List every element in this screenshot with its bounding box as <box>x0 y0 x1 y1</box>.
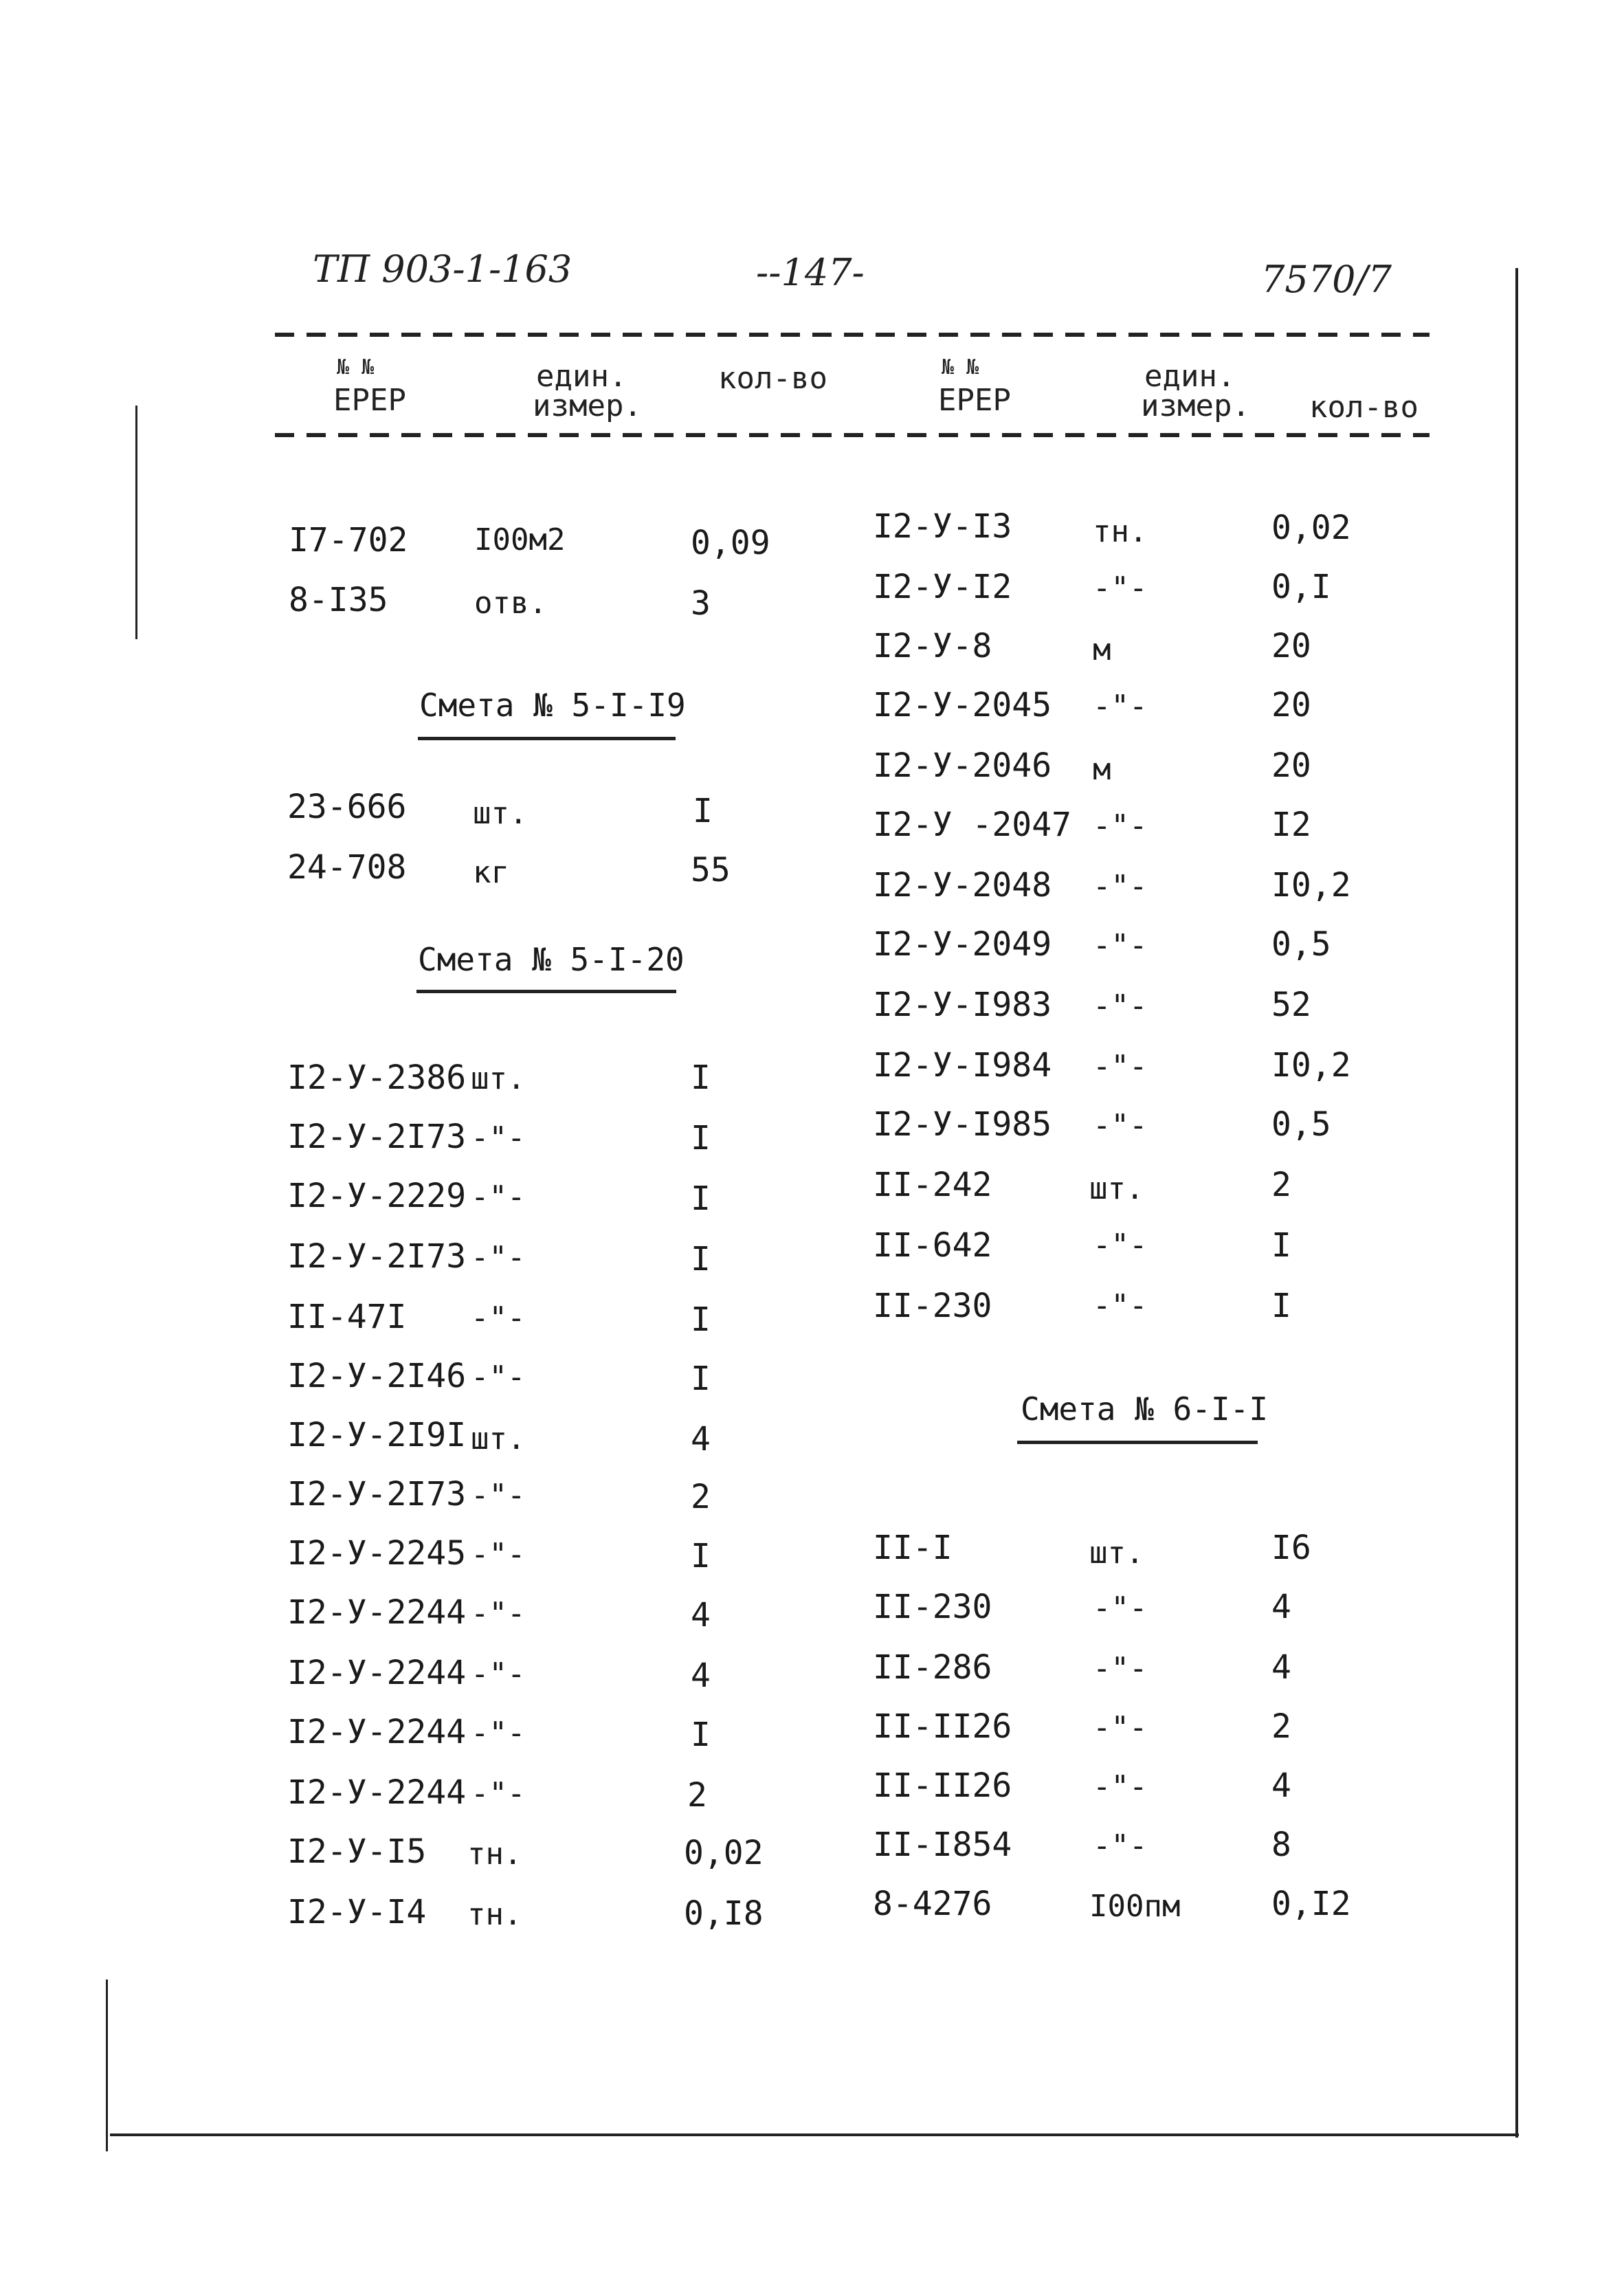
smeta-heading: Смета № 6-I-I <box>1021 1390 1269 1428</box>
table-row-qty: I <box>691 1716 711 1754</box>
table-row-qty: 4 <box>1271 1648 1291 1687</box>
smeta-heading: Смета № 5-I-20 <box>418 941 685 978</box>
table-row-unit: отв. <box>474 586 547 621</box>
bottom-border-line <box>110 2133 1519 2136</box>
table-row-qty: 0,5 <box>1271 925 1331 964</box>
table-row-unit: -"- <box>471 1300 526 1335</box>
table-row-qty: I <box>1271 1226 1291 1265</box>
table-row-code: I2-У-2I73 <box>287 1237 467 1276</box>
table-row-qty: 4 <box>1271 1766 1291 1805</box>
right-unit-label-1: един. <box>1144 359 1236 394</box>
table-row-qty: 20 <box>1271 627 1311 665</box>
page-number: --147- <box>756 251 865 294</box>
left-num-label-2: ЕРЕР <box>333 383 406 418</box>
smeta-underline <box>416 990 676 993</box>
table-row-qty: 2 <box>687 1776 707 1815</box>
left-margin-line-lower <box>106 1980 108 2151</box>
left-unit-label-1: един. <box>536 359 627 394</box>
table-row-code: I2-У-I5 <box>287 1832 427 1871</box>
table-row-unit: шт. <box>1089 1171 1144 1206</box>
table-row-unit: -"- <box>471 1120 526 1155</box>
table-row-unit: -"- <box>471 1478 526 1513</box>
table-row-code: II-242 <box>873 1166 992 1204</box>
table-row-qty: 2 <box>1271 1166 1291 1204</box>
table-row-qty: 0,02 <box>684 1834 764 1872</box>
table-row-unit: тн. <box>467 1837 522 1872</box>
table-row-qty: I0,2 <box>1271 1046 1351 1085</box>
table-row-unit: -"- <box>1093 1828 1148 1863</box>
table-row-unit: -"- <box>1093 1769 1148 1804</box>
table-row-unit: -"- <box>471 1537 526 1572</box>
smeta-underline <box>418 737 676 740</box>
table-row-code: I2-У-2I46 <box>287 1357 467 1395</box>
table-row-unit: I00м2 <box>474 522 566 557</box>
table-row-unit: -"- <box>471 1596 526 1631</box>
table-row-unit: I00пм <box>1089 1889 1181 1924</box>
table-row-unit: -"- <box>471 1240 526 1275</box>
table-row-qty: I <box>691 1360 711 1398</box>
left-num-label-1: № № <box>337 355 375 379</box>
table-row-qty: 0,I2 <box>1271 1885 1351 1923</box>
left-margin-line-upper <box>135 406 137 639</box>
table-row-qty: 0,02 <box>1271 509 1351 547</box>
table-row-unit: -"- <box>1093 1049 1148 1084</box>
table-row-qty: I <box>1271 1287 1291 1325</box>
table-row-unit: -"- <box>1093 988 1148 1023</box>
table-row-code: I2-У-2245 <box>287 1534 467 1573</box>
table-row-code: I2-У-2049 <box>873 925 1052 964</box>
table-row-unit: -"- <box>471 1360 526 1395</box>
table-row-unit: -"- <box>1093 808 1148 843</box>
table-row-unit: -"- <box>471 1776 526 1811</box>
table-row-code: I2-У-2I73 <box>287 1118 467 1156</box>
table-row-code: I2-У-I2 <box>873 568 1012 606</box>
table-row-unit: тн. <box>1093 514 1148 549</box>
table-row-qty: 4 <box>1271 1588 1291 1626</box>
table-row-code: II-642 <box>873 1226 992 1265</box>
table-row-code: 23-666 <box>287 788 407 826</box>
table-row-code: I2-У-I983 <box>873 986 1052 1024</box>
table-row-code: I2-У-I4 <box>287 1893 427 1931</box>
right-num-label-1: № № <box>942 355 979 379</box>
table-row-qty: I <box>691 1179 711 1218</box>
document-code: ТП 903-1-163 <box>313 247 572 291</box>
table-row-unit: -"- <box>1093 570 1148 606</box>
table-row-code: II-II26 <box>873 1707 1012 1746</box>
right-num-label-2: ЕРЕР <box>938 383 1011 418</box>
table-row-code: I2-У-2386 <box>287 1058 467 1097</box>
table-row-unit: -"- <box>471 1179 526 1215</box>
table-row-code: I2-У -2047 <box>873 806 1071 844</box>
table-row-code: I2-У-2045 <box>873 686 1052 724</box>
table-row-unit: -"- <box>1093 1108 1148 1143</box>
right-qty-label: кол-во <box>1309 390 1419 425</box>
table-row-code: I2-У-8 <box>873 627 992 665</box>
smeta-underline <box>1017 1441 1258 1444</box>
table-row-code: 8-I35 <box>289 581 388 619</box>
table-row-qty: I2 <box>1271 806 1311 844</box>
table-row-code: 24-708 <box>287 848 407 887</box>
right-margin-line <box>1515 268 1518 2138</box>
table-row-qty: I <box>691 1240 711 1278</box>
table-row-code: I2-У-2229 <box>287 1177 467 1215</box>
left-qty-label: кол-во <box>718 361 827 396</box>
table-row-qty: I6 <box>1271 1529 1311 1567</box>
table-row-unit: шт. <box>1089 1535 1144 1571</box>
table-row-qty: 0,09 <box>691 524 770 562</box>
table-row-qty: 2 <box>1271 1707 1291 1746</box>
table-row-qty: 20 <box>1271 686 1311 724</box>
table-row-unit: -"- <box>1093 1710 1148 1745</box>
table-row-unit: -"- <box>1093 1228 1148 1263</box>
table-row-code: I2-У-2244 <box>287 1773 467 1812</box>
table-row-code: I2-У-2I73 <box>287 1475 467 1514</box>
table-row-qty: I <box>691 1537 711 1575</box>
table-row-unit: шт. <box>473 796 528 831</box>
header-bottom-rule <box>275 433 1430 437</box>
table-row-code: II-230 <box>873 1287 992 1325</box>
table-row-code: II-II26 <box>873 1766 1012 1805</box>
table-row-unit: шт. <box>471 1421 526 1456</box>
table-row-code: I2-У-2046 <box>873 746 1052 785</box>
table-row-qty: I <box>693 792 713 830</box>
table-row-code: II-47I <box>287 1298 407 1336</box>
table-row-qty: I <box>691 1119 711 1157</box>
table-row-unit: -"- <box>1093 1590 1148 1626</box>
table-row-qty: 55 <box>691 851 731 889</box>
table-row-unit: -"- <box>1093 1651 1148 1686</box>
table-row-unit: кг <box>473 855 509 890</box>
table-row-qty: 0,I8 <box>684 1894 764 1933</box>
table-row-unit: -"- <box>1093 689 1148 724</box>
table-row-qty: 2 <box>691 1478 711 1516</box>
table-row-code: II-230 <box>873 1588 992 1626</box>
table-row-unit: -"- <box>471 1716 526 1751</box>
table-row-unit: тн. <box>467 1897 522 1932</box>
table-row-qty: 52 <box>1271 986 1311 1024</box>
table-row-qty: 0,I <box>1271 568 1331 606</box>
table-row-qty: I <box>691 1300 711 1339</box>
table-row-qty: I0,2 <box>1271 866 1351 905</box>
table-row-code: I2-У-I984 <box>873 1046 1052 1085</box>
table-row-qty: 8 <box>1271 1826 1291 1864</box>
table-row-code: I2-У-2244 <box>287 1593 467 1632</box>
left-unit-label-2: измер. <box>533 388 642 423</box>
table-row-qty: 0,5 <box>1271 1105 1331 1144</box>
table-row-code: I7-702 <box>289 521 408 559</box>
table-row-code: I2-У-I3 <box>873 507 1012 546</box>
table-row-qty: 4 <box>691 1596 711 1634</box>
table-row-unit: -"- <box>1093 1288 1148 1323</box>
table-row-unit: м <box>1093 632 1111 667</box>
table-row-unit: м <box>1093 752 1111 787</box>
sheet-reference: 7570/7 <box>1261 258 1392 301</box>
table-row-unit: шт. <box>471 1061 526 1096</box>
table-row-qty: 4 <box>691 1420 711 1459</box>
table-row-code: 8-4276 <box>873 1885 992 1923</box>
smeta-heading: Смета № 5-I-I9 <box>419 687 686 724</box>
table-row-code: I2-У-2048 <box>873 866 1052 905</box>
table-row-unit: -"- <box>1093 928 1148 963</box>
table-row-unit: -"- <box>471 1656 526 1692</box>
table-row-code: I2-У-2244 <box>287 1654 467 1692</box>
table-row-code: I2-У-2I9I <box>287 1416 467 1454</box>
header-top-rule <box>275 333 1430 337</box>
table-row-qty: I <box>691 1058 711 1097</box>
right-unit-label-2: измер. <box>1141 388 1250 423</box>
table-row-code: II-286 <box>873 1648 992 1687</box>
table-row-unit: -"- <box>1093 869 1148 904</box>
table-row-code: II-I854 <box>873 1826 1012 1864</box>
table-row-qty: 3 <box>691 584 711 623</box>
table-row-code: I2-У-2244 <box>287 1713 467 1751</box>
table-row-code: I2-У-I985 <box>873 1105 1052 1144</box>
table-row-qty: 20 <box>1271 746 1311 785</box>
table-row-qty: 4 <box>691 1656 711 1695</box>
table-row-code: II-I <box>873 1529 953 1567</box>
